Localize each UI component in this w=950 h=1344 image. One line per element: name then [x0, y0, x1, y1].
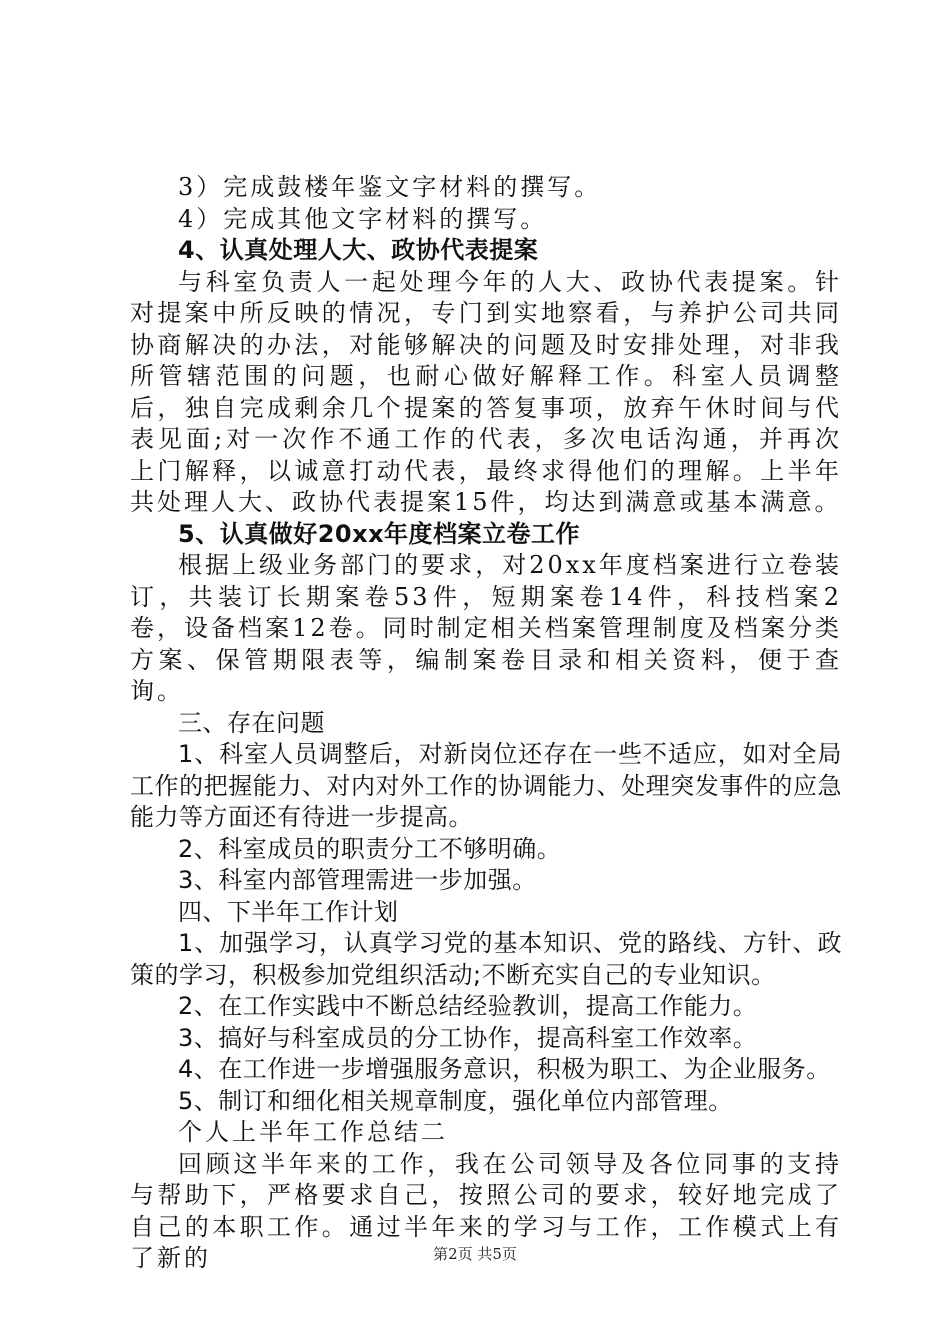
paragraph-proposals: 与科室负责人一起处理今年的人大、政协代表提案。针对提案中所反映的情况，专门到实地察看，与养护公司共同协商解决的办法，对能够解决的问题及时安排处理，对非我所管辖范围的问题，也耐心做好解释工作。科室人员调整后，独自完成剩余几个提案的答复事项，放弃午休时间与代表见面;对一次作不通工作的代表，多次电话沟通，并再次上门解释，以诚意打动代表，最终求得他们的理解。上半年共处理人大、政协代表提案15件，均达到满意或基本满意。 [130, 267, 842, 516]
problem-item-3: 3、科室内部管理需进一步加强。 [178, 866, 537, 894]
problem-item-1: 1、科室人员调整后，对新岗位还存在一些不适应，如对全局工作的把握能力、对内对外工作的协调能力、处理突发事件的应急能力等方面还有待进一步提高。 [130, 740, 842, 831]
section-title-summary-two: 个人上半年工作总结二 [178, 1118, 448, 1146]
plan-item-5: 5、制订和细化相关规章制度，强化单位内部管理。 [178, 1086, 733, 1115]
section-heading-plan: 四、下半年工作计划 [178, 897, 399, 926]
plan-item-2: 2、在工作实践中不断总结经验教训，提高工作能力。 [178, 992, 758, 1020]
paragraph-review: 回顾这半年来的工作，我在公司领导及各位同事的支持与帮助下，严格要求自己，按照公司的要求，较好地完成了自己的本职工作。通过半年来的学习与工作，工作模式上有了新的 [130, 1149, 842, 1272]
section-heading-problems: 三、存在问题 [178, 708, 325, 737]
document-body [130, 172, 842, 1275]
plan-item-4: 4、在工作进一步增强服务意识，积极为职工、为企业服务。 [178, 1055, 831, 1083]
page-footer: 第2页 共5页 [433, 1245, 517, 1263]
paragraph-item-4: 4）完成其他文字材料的撰写。 [178, 204, 548, 233]
problem-item-2: 2、科室成员的职责分工不够明确。 [178, 834, 562, 863]
plan-item-1: 1、加强学习，认真学习党的基本知识、党的路线、方针、政策的学习，积极参加党组织活动;不断充实自己的专业知识。 [130, 929, 842, 989]
paragraph-item-3: 3）完成鼓楼年鉴文字材料的撰写。 [178, 173, 602, 201]
paragraph-archives: 根据上级业务部门的要求，对20xx年度档案进行立卷装订，共装订长期案卷53件，短期案卷14件，科技档案2卷，设备档案12卷。同时制定相关档案管理制度及档案分类方案、保管期限表等，编制案卷目录和相关资料，便于查询。 [130, 551, 842, 705]
plan-item-3: 3、搞好与科室成员的分工协作，提高科室工作效率。 [178, 1023, 758, 1052]
section-heading-archives: 5、认真做好20xx年度档案立卷工作 [178, 519, 581, 548]
section-heading-proposals: 4、认真处理人大、政协代表提案 [178, 236, 539, 264]
